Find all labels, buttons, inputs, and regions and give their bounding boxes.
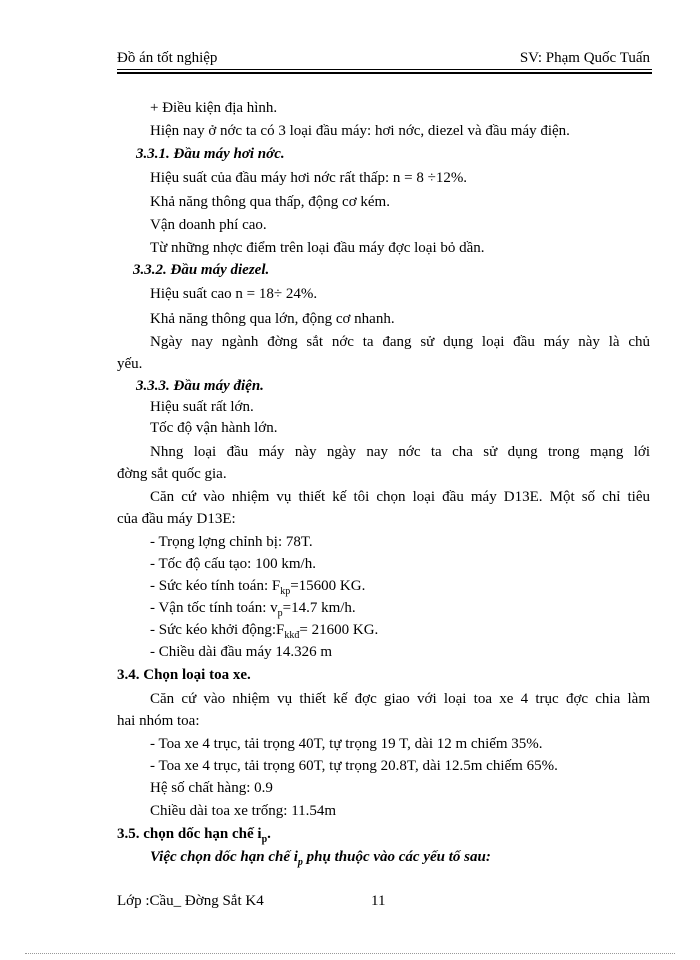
section-heading-3-5: 3.5. chọn dốc hạn chế $i_p$. bbox=[117, 826, 271, 845]
header-author: SV: Phạm Quốc Tuấn bbox=[519, 50, 650, 66]
paragraph: Chiều dài toa xe trống: 11.54m bbox=[150, 803, 337, 819]
paragraph: Hiện nay ở nớc ta có 3 loại đầu máy: hơi nớc, diezel và đầu máy điện. bbox=[150, 123, 570, 139]
footer-class: Lớp :Cầu_ Đờng Sắt K4 bbox=[117, 893, 264, 909]
paragraph: hai nhóm toa: bbox=[117, 713, 200, 729]
list-item: - Trọng lợng chỉnh bị: 78T. bbox=[150, 534, 313, 550]
paragraph: Căn cứ vào nhiệm vụ thiết kế đợc giao với loại toa xe 4 trục đợc chia làm bbox=[150, 691, 650, 707]
list-item: - Sức kéo tính toán: $F_{kp}=15600$ KG. bbox=[150, 578, 366, 597]
header-title: Đồ án tốt nghiệp bbox=[117, 50, 218, 66]
paragraph: Hiệu suất cao n = 18÷ 24%. bbox=[150, 286, 318, 302]
list-item: - Tốc độ cấu tạo: 100 km/h. bbox=[150, 556, 316, 572]
list-item: - Toa xe 4 trục, tải trọng 60T, tự trọng 20.8T, dài 12.5m chiếm 65%. bbox=[150, 758, 558, 774]
paragraph: Hiệu suất của đầu máy hơi nớc rất thấp: n = 8 ÷12%. bbox=[150, 170, 468, 186]
paragraph: đờng sắt quốc gia. bbox=[117, 466, 227, 482]
section-heading-3-4: 3.4. Chọn loại toa xe. bbox=[117, 667, 251, 683]
section-heading-3-3-2: 3.3.2. Đầu máy diezel. bbox=[133, 262, 270, 278]
list-item: - Sức kéo khởi $động:F_{kkđ}= 21600$ KG. bbox=[150, 622, 379, 641]
paragraph: của đầu máy D13E: bbox=[117, 511, 236, 527]
paragraph: Tốc độ vận hành lớn. bbox=[150, 420, 278, 436]
section-heading-3-3-3: 3.3.3. Đầu máy điện. bbox=[136, 378, 264, 394]
header-rule-thick bbox=[117, 72, 652, 74]
paragraph: Hiệu suất rất lớn. bbox=[150, 399, 254, 415]
header-rule bbox=[117, 69, 652, 70]
paragraph: Vận doanh phí cao. bbox=[150, 217, 267, 233]
paragraph: Khả năng thông qua thấp, động cơ kém. bbox=[150, 194, 390, 210]
paragraph: + Điều kiện địa hình. bbox=[150, 100, 278, 116]
section-heading-3-3-1: 3.3.1. Đầu máy hơi nớc. bbox=[136, 146, 285, 162]
list-item: - Chiều dài đầu máy 14.326 m bbox=[150, 644, 333, 660]
paragraph: Khả năng thông qua lớn, động cơ nhanh. bbox=[150, 311, 395, 327]
paragraph: Từ những nhợc điểm trên loại đầu máy đợc loại bỏ dần. bbox=[150, 240, 485, 256]
paragraph: Hệ số chất hàng: 0.9 bbox=[150, 780, 273, 796]
paragraph: Căn cứ vào nhiệm vụ thiết kế tôi chọn loại đầu máy D13E. Một số chỉ tiêu bbox=[150, 489, 650, 505]
list-item: - Toa xe 4 trục, tải trọng 40T, tự trọng 19 T, dài 12 m chiếm 35%. bbox=[150, 736, 543, 752]
paragraph: yếu. bbox=[117, 356, 143, 372]
paragraph-italic: Việc chọn dốc hạn chế $i_p$ phụ thuộc vào các yếu tố sau: bbox=[150, 849, 491, 868]
page-boundary bbox=[25, 953, 675, 954]
paragraph: Nhng loại đầu máy này ngày nay nớc ta cha sử dụng trong mạng lới bbox=[150, 444, 650, 460]
paragraph: Ngày nay ngành đờng sắt nớc ta đang sử dụng loại đầu máy này là chủ bbox=[150, 334, 650, 350]
list-item: - Vận tốc tính toán: $v_p=14.7$ km/h. bbox=[150, 600, 356, 619]
page-number: 11 bbox=[371, 893, 386, 909]
